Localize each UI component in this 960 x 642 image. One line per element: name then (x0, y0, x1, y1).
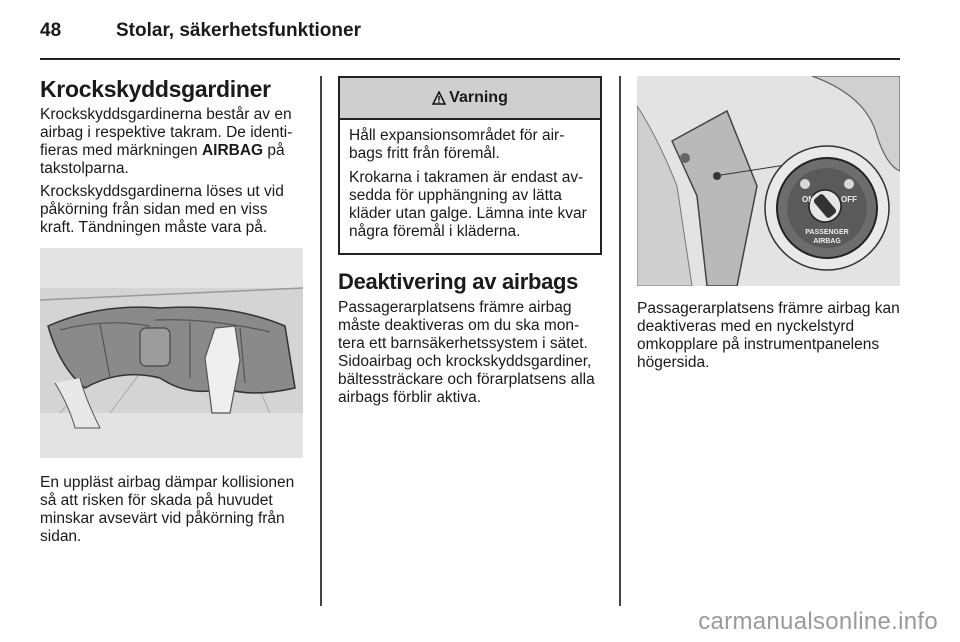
warning-text-2: Krokarna i takramen är endast av-sedda för upphängning av lätta kläder utan galge. Lämna inte kvar några föremål i kläderna. (349, 169, 587, 240)
page-header (40, 20, 361, 42)
section-heading-curtain-airbags: Krockskyddsgardiner (40, 76, 271, 102)
warning-text-1: Håll expansionsområdet för air-bags fritt från föremål. (349, 127, 565, 162)
caption-text: En uppläst airbag dämpar kollisionen så att risken för skada på huvudet minskar avsevärt vid påkörning från sidan. (40, 474, 295, 545)
warning-title: Varning (449, 89, 508, 106)
warning-body (340, 120, 600, 253)
airbag-marking: AIRBAG (201, 142, 264, 159)
switch-paragraph: Passagerarplatsens främre airbag kan deaktiveras med en nyckelstyrd omkopplare på instrumentpanelens högersida. (637, 300, 900, 371)
curtain-airbag-illustration (40, 248, 303, 458)
switch-off-label: OFF (841, 195, 857, 204)
page-title: Stolar, säkerhetsfunktioner (116, 20, 361, 41)
watermark: carmanualsonline.info (698, 608, 938, 635)
switch-passenger-label: PASSENGER (805, 229, 849, 236)
column-1 (40, 76, 306, 242)
switch-on-label: ON (802, 195, 814, 204)
airbag-switch-drawing (637, 76, 900, 286)
switch-airbag-label: AIRBAG (813, 238, 841, 245)
section-heading-deactivation: Deaktivering av airbags (338, 269, 579, 294)
curtain-airbag-drawing (40, 248, 303, 458)
column-divider-1 (320, 76, 322, 606)
p1-text-end: på takstolparna. (40, 142, 285, 177)
warning-title-bar (340, 78, 600, 120)
column-divider-2 (619, 76, 621, 606)
deactivation-paragraph: Passagerarplatsens främre airbag måste deaktiveras om du ska mon-tera ett barnsäkerhetssystem i sätet. Sidoairbag och krockskyddsgardiner, bältessträckare och förarplatsens alla airbags förblir aktiva. (338, 299, 595, 406)
warning-triangle-icon (432, 91, 446, 105)
p1-text: Krockskyddsgardinerna består av en airbag i respektive takram. De identi-fieras med märkningen (40, 106, 293, 159)
illustration-caption (40, 474, 306, 551)
curtain-paragraph-2: Krockskyddsgardinerna löses ut vid påkörning från sidan med en viss kraft. Tändningen måste vara på. (40, 183, 284, 236)
header-rule (40, 58, 900, 60)
warning-box (338, 76, 602, 255)
column-2 (338, 76, 602, 412)
curtain-paragraph-1 (40, 106, 306, 178)
page-number: 48 (40, 20, 62, 41)
column-3-text (637, 300, 900, 377)
airbag-switch-illustration (637, 76, 900, 286)
